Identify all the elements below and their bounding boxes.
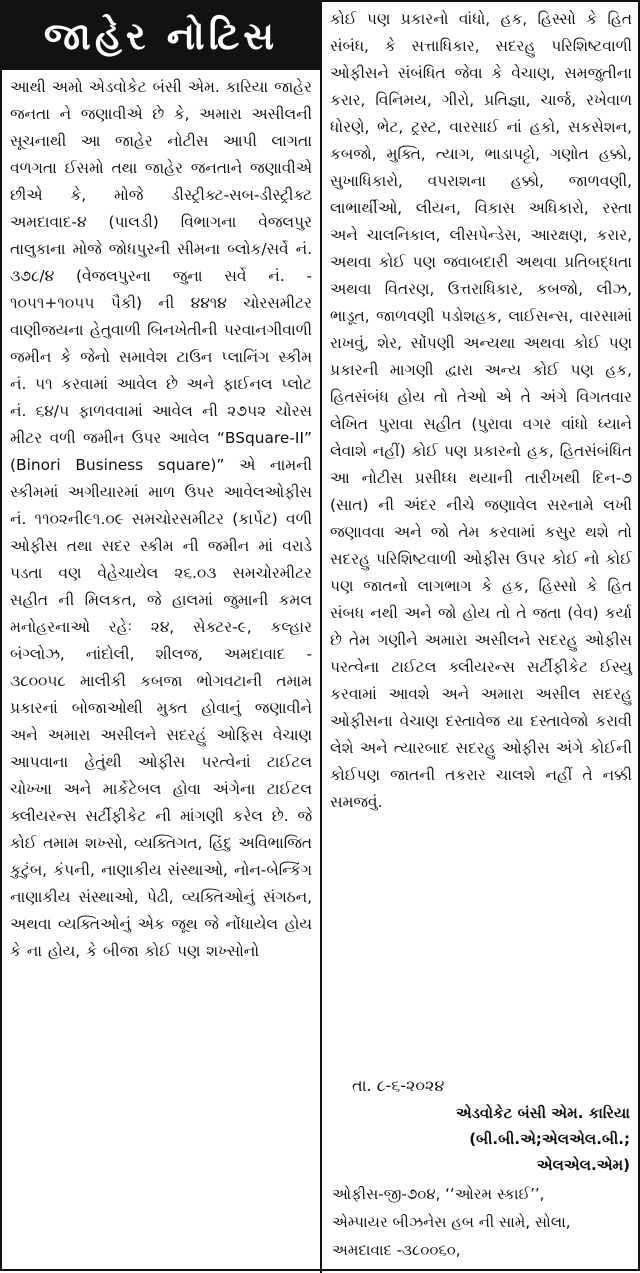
notice-body-left: આથી અમો એડવોકેટ બંસી એમ. કારિયા જાહેર જનતા ને જણાવીએ છે કે, અમારા અસીલની સૂચનાથી આ જાહેર નોટીસ આપી લાગતા વળગતા ઈસમો તથા જાહેર જનતાને જણાવીએ છીએ કે, મોજે ડીસ્ટ્રીક્ટ-સબ-ડીસ્ટ્રીક્ટ અમદાવાદ-૪ (પાલડી) વિભાગના વેજલપુર તાલુકાના મોજે જોધપુરની સીમના બ્લોક/સર્વે નં. ૩૭૮/૪ (વેજલપુરના જુના સર્વે નં. - ૧૦૫૧+૧૦૫૫ પૈકી) ની ૪૪૧૪ ચોરસમીટર વાણીજયના હેતુવાળી બિનખેતીની પરવાનગીવાળી જમીન કે જેનો સમાવેશ ટાઉન પ્લાનિંગ સ્કીમ નં. ૫૧ કરવામાં આવેલ છે અને ફાઈનલ પ્લોટ નં. ૬૪/૫ ફાળવવામાં આવેલ ની ૨૭૫૨ ચોરસ મીટર વળી જમીન ઉપર આવેલ “BSquare-II” (Binori Business square)” એ નામની સ્કીમમાં અગીયારમાં માળ ઉપર આવેલઓફીસ નં. ૧૧૦૨ની૯૧.૦૯ સમચોરસમીટર (કાર્પેટ) વળી ઓફીસ તથા સદર સ્કીમ ની જમીન માં વરાડે પડતા વણ વેહેચાયેલ ૨૬.૦૩ સમચોરમીટર સહીત ની મિલકત, જે હાલમાં જુમાની કમલ મનોહરનાઓ રહેઃ ૨૪, સેક્ટર-૯, કલ્હાર બંગ્લોઝ, નાંદોલી, શીલજ, અમદાવાદ - ૩૮૦૦૫૮ માલીકી કબજા ભોગવટાની તમામ પ્રકારનાં બોજાઓથી મુક્ત હોવાનું જણાવીને અને અમારા અસીલને સદરહું ઓફિસ વેચાણ આપવાના હેતુંથી ઓફીસ પરત્વેનાં ટાઈટલ ચોખ્ખા અને માર્કેટેબલ હોવા અંગેના ટાઈટલ ક્લીયરન્સ સર્ટીફીકેટ ની માંગણી કરેલ છે. જે કોઈ તમામ શખ્સો, વ્યક્તિગત, હિંદુ અવિભાજિત કુટુંબ, કંપની, નાણાકીય સંસ્થાઓ, નોન-બેન્કિંગ નાણાકીય સંસ્થાઓ, પેઢી, વ્યક્તિઓનું સંગઠન, અથવા વ્યક્તિઓનું એક જૂથ જે નોંધાયેલ હોય કે ના હોય, કે બીજા કોઈ પણ શખ્સોનો bbox=[10, 78, 312, 960]
address-line-1: ઓફીસ-જી-૭૦૪, ‘‘ઓરમ સ્કાઈ’’, bbox=[332, 1185, 545, 1203]
qualifications-line-1: (બી.બી.એ;એલએલ.બી.; bbox=[469, 1130, 630, 1148]
advocate-name: એડવોકેટ બંસી એમ. કારિયા bbox=[455, 1104, 630, 1122]
notice-body-right: કોઈ પણ પ્રકારનો વાંધો, હક, હિસ્સો કે હિત સંબંધ, કે સત્તાધિકાર, સદરહુ પરિશિષ્ટવાળી ઓફીસને સંબંધિત જેવા કે વેચાણ, સમજુતીના કરાર, વિનિમય, ગીરો, પ્રતિજ્ઞા, ચાર્જ, રખેવાળ ધોરણે, ભેટ, ટ્રસ્ટ, વારસાઈ નાં હકો, સકસેશન, કબજો, મુક્તિ, ત્યાગ, ભાડાપટ્ટો, ગણોત હક્કો, સુખાધિકારો, વપરાશના હક્કો, જાળવણી, લાભાર્થીઓ, લીયન, વિકાસ અધિકારો, રસ્તા અને ચાલનિકાલ, લીસપેન્ડેસ, આરક્ષણ, કરાર, અથવા કોઈ પણ જવાબદારી અથવા પ્રતિબદ્ધતા અથવા વિતરણ, ઉત્તરાધિકાર, કબજો, લીઝ, ભાડૂત, જાળવણી પડોશહક, લાઈસન્સ, વારસામાં રાખવું, શેર, સોંપણી અન્યથા અથવા કોઈ પણ પ્રકારની માગણી દ્વારા અન્ય કોઈ પણ હક, હિતસંબંધ હોય તો તેઓ એ તે અંગે વિગતવાર લેખિત પુરાવા સહીત (પુરાવા વગર વાંધો ધ્યાને લેવાશે નહીં) કોઈ પણ પ્રકારનો હક, હિતસંબંધિત આ નોટીસ પ્રસીધ્ધ થયાની તારીખથી દિન-૭ (સાત) ની અંદર નીચે જણાવેલ સરનામે લખી જણાવવા અને જો તેમ કરવામાં કસુર થશે તો સદરહુ પરિશિષ્ટવાળી ઓફીસ ઉપર કોઈ નો કોઈ પણ જાતનો લાગભાગ કે હક, હિસ્સો કે હિત સંબધ નથી અને જો હોય તો તે જતા (વેવ) કર્યા છે તેમ ગણીને અમારા અસીલને સદરહુ ઓફીસ પરત્વેના ટાઈટલ ક્લીયરન્સ સર્ટીફીકેટ ઈસ્યુ કરવામાં આવશે અને અમારા અસીલ સદરહુ ઓફીસના વેચાણ દસ્તાવેજ યા દસ્તાવેજો કરાવી લેશે અને ત્યારબાદ સદરહુ ઓફીસ અંગે કોઈની કોઈપણ જાતની તકરાર ચાલશે નહીં તે નક્કી સમજવું. bbox=[330, 10, 632, 811]
signature-block bbox=[340, 1100, 630, 1178]
right-column bbox=[322, 2, 640, 1273]
notice-title: જાહેર નોટિસ bbox=[2, 2, 320, 70]
notice-date: તા. ૮-૬-૨૦૨૪ bbox=[352, 1076, 445, 1095]
address-line-2: એમ્પાયર બીઝનેસ હબ ની સામે, સોલા, bbox=[332, 1213, 571, 1231]
address-block bbox=[332, 1180, 632, 1264]
left-column bbox=[2, 2, 320, 1273]
qualifications-line-2: એલએલ.એમ) bbox=[536, 1156, 630, 1174]
address-line-3: અમદાવાદ -૩૮૦૦૬૦, bbox=[332, 1241, 461, 1259]
